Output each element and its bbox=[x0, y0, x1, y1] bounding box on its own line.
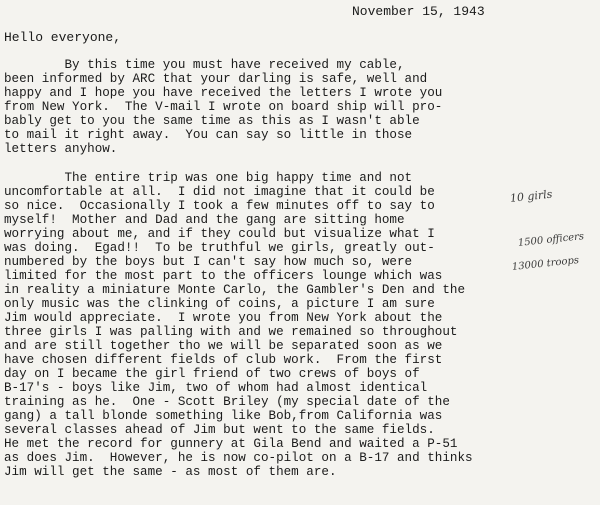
text-line: bably get to you the same time as this as I wasn't able bbox=[4, 114, 420, 128]
text-line: to mail it right away. You can say so little in those bbox=[4, 128, 413, 142]
text-line: happy and I hope you have received the letters I wrote you bbox=[4, 86, 443, 100]
letter-greeting: Hello everyone, bbox=[4, 30, 122, 45]
text-line: uncomfortable at all. I did not imagine that it could be bbox=[4, 185, 435, 199]
text-line: in reality a miniature Monte Carlo, the Gambler's Den and the bbox=[4, 283, 466, 297]
text-line: day on I became the girl friend of two crews of boys of bbox=[4, 367, 420, 381]
letter-date: November 15, 1943 bbox=[352, 4, 485, 19]
text-line: By this time you must have received my cable, bbox=[4, 58, 405, 72]
text-line: numbered by the boys but I can't say how much so, were bbox=[4, 255, 413, 269]
margin-note-troops: 13000 troops bbox=[511, 254, 580, 273]
text-line: been informed by ARC that your darling is safe, well and bbox=[4, 72, 428, 86]
text-line: from New York. The V-mail I wrote on board ship will pro- bbox=[4, 100, 443, 114]
text-line: He met the record for gunnery at Gila Bend and waited a P-51 bbox=[4, 437, 458, 451]
text-line: only music was the clinking of coins, a picture I am sure bbox=[4, 297, 435, 311]
margin-note-officers: 1500 officers bbox=[517, 231, 585, 249]
text-line: as does Jim. However, he is now co-pilot on a B-17 and thinks bbox=[4, 451, 473, 465]
text-line: Jim will get the same - as most of them are. bbox=[4, 465, 337, 479]
text-line: The entire trip was one big happy time and not bbox=[4, 171, 413, 185]
text-line: letters anyhow. bbox=[4, 142, 118, 156]
text-line: three girls I was palling with and we remained so throughout bbox=[4, 325, 458, 339]
text-line: myself! Mother and Dad and the gang are sitting home bbox=[4, 213, 405, 227]
text-line: Jim would appreciate. I wrote you from New York about the bbox=[4, 311, 443, 325]
text-line: was doing. Egad!! To be truthful we girls, greatly out- bbox=[4, 241, 435, 255]
text-line: so nice. Occasionally I took a few minutes off to say to bbox=[4, 199, 435, 213]
text-line: worrying about me, and if they could but visualize what I bbox=[4, 227, 435, 241]
text-line: training as he. One - Scott Briley (my special date of the bbox=[4, 395, 450, 409]
text-line: B-17's - boys like Jim, two of whom had almost identical bbox=[4, 381, 428, 395]
text-line: have chosen different fields of club work. From the first bbox=[4, 353, 443, 367]
text-line: gang) a tall blonde something like Bob,from California was bbox=[4, 409, 443, 423]
text-line: and are still together tho we will be separated soon as we bbox=[4, 339, 443, 353]
text-line: several classes ahead of Jim but went to the same fields. bbox=[4, 423, 435, 437]
margin-note-girls: 10 girls bbox=[509, 187, 553, 205]
text-line: limited for the most part to the officers lounge which was bbox=[4, 269, 443, 283]
